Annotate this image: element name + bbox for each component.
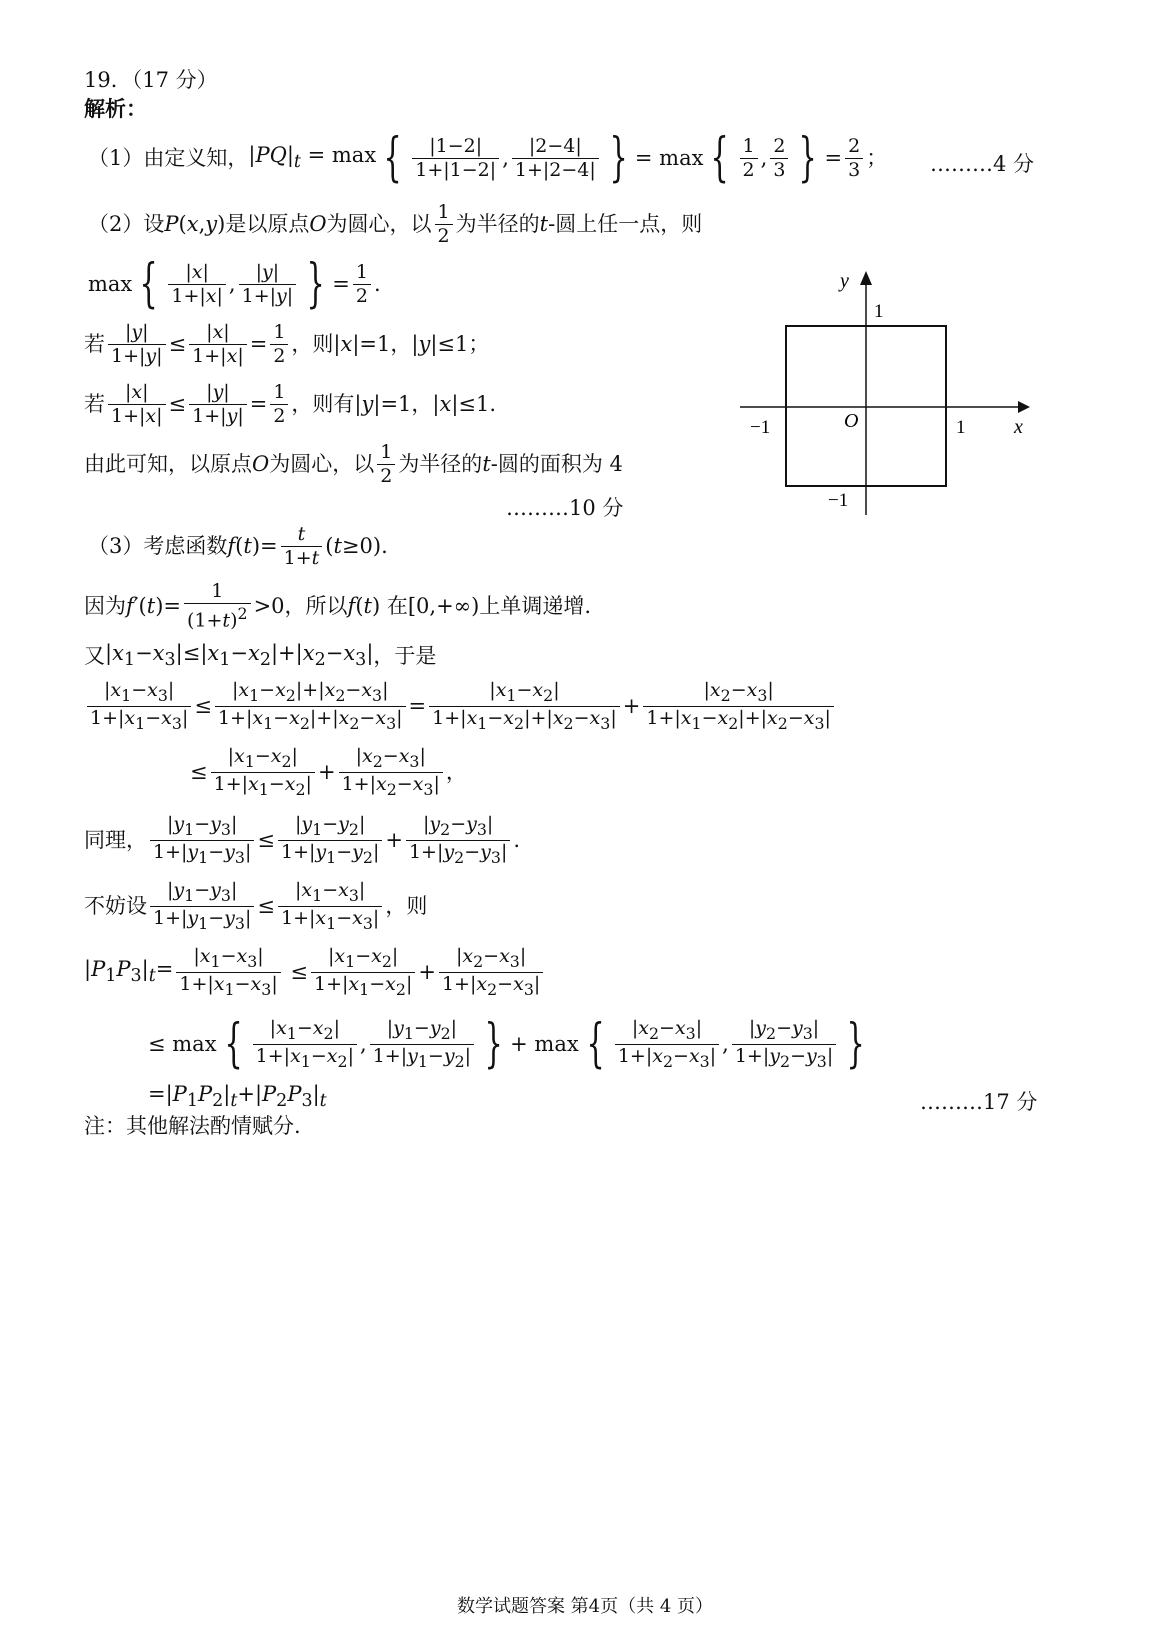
problem-number: 19．（17 分） (84, 68, 218, 92)
tick-neg1-bottom: −1 (828, 490, 849, 511)
part3-triangle-ineq: 又 $|x_1-x_3|\le|x_1-x_2|+|x_2-x_3|$ ，于是 (84, 640, 437, 670)
origin-label: O (844, 410, 859, 432)
part3-final-3: $=|P_1P_2|_t+|P_2P_3|_t$ (148, 1081, 327, 1111)
part2-case2: 若 |x| 1+|x| ≤ |y| 1+|y| = 1 2 ，则有 |y|=1，|x|≤1. (84, 380, 497, 427)
part3-same-y: 同理， $|y_1-y_3|$ $1+|y_1-y_3|$ ≤ $|y_1-y_2|$ $1+|y_1-y_2|$ + $|y_2-y_3|$ $1+|y_2-y_3|$ . (84, 812, 521, 867)
part2-score: ………10 分 (506, 496, 624, 520)
tick-1-top: 1 (874, 301, 884, 322)
part1-score: ………4 分 (930, 152, 1035, 176)
part2-conclusion: 由此可知，以原点 O 为圆心，以 1 2 为半径的 t -圆的面积为 4 (84, 440, 623, 487)
square-figure (740, 265, 1040, 525)
part3-wlog: 不妨设 $|y_1-y_3|$ $1+|y_1-y_3|$ ≤ $|x_1-x_3|$ $1+|x_1-x_3|$ ，则 (84, 878, 428, 933)
part2-intro: （2）设 P (x,y) 是以原点 O 为圆心，以 1 2 为半径的 t -圆上任一点，则 (88, 200, 703, 247)
part3-final-1: $|P_1P_3|_t=$ $\frac{|x_1-x_3|}{1+|x_1-x_3|}$ ≤ $\frac{|x_1-x_2|}{1+|x_1-x_2|}$ + $|x_2-x_3|$ $1+|x_2-x_3|$ (84, 944, 546, 1000)
page-footer: 数学试题答案 第4页（共 4 页） (456, 1596, 714, 1617)
x-label: x (1014, 416, 1023, 438)
part1-formula: （1）由定义知， $|PQ|_t = \max$ { |1−2| 1+|1−2| , |2−4| 1+|2−4| } = max { 1 2 , 2 3 } = $\frac{2}{3}$ ； (88, 128, 888, 188)
part3-derivative: 因为 f′(t)= $\frac{1}{(1+t)^2}$ >0 ，所以 f(t) 在[0,+∞) 上单调递增. (84, 579, 592, 632)
part3-score: ………17 分 (920, 1090, 1038, 1114)
analysis-label: 解析： (84, 96, 147, 121)
part3-chain-2: ≤ $\frac{|x_1-x_2|}{1+|x_1-x_2|}$ + $|x_2-x_3|$ $1+|x_2-x_3|$ ， (190, 744, 467, 799)
y-arrow-icon (860, 271, 872, 285)
part2-case1: 若 |y| 1+|y| ≤ |x| 1+|x| = 1 2 ，则 |x|=1 ， |y|≤1； (84, 320, 490, 367)
x-arrow-icon (1018, 401, 1030, 413)
note: 注：其他解法酌情赋分. (84, 1114, 301, 1138)
part3-final-2: ≤ max { $|x_1-x_2|$ $1+|x_1-x_2|$ , $|y_1-y_2|$ $1+|y_1-y_2|$ } + max { $|x_2-x_3|$ $1+|x_2-x_3|$ , $|y_2-y_3|$ $1+|y_2-y_3|$ } (148, 1014, 865, 1074)
part1-lead: （1）由定义知， (88, 145, 249, 170)
tick-1-right: 1 (956, 417, 966, 438)
part2-max-eq: max { |x| 1+|x| , |y| 1+|y| } = $\frac{1}{2}$ . (88, 254, 381, 314)
y-label: y (840, 270, 849, 292)
part3-chain-1: $|x_1-x_3|$ $1+|x_1-x_3|$ ≤ $|x_1-x_2|+|x_2-x_3|$ $1+|x_1-x_2|+|x_2-x_3|$ = $|x_1-x_2|$ $1+|x_1-x_2|+|x_2-x_3|$ + $|x_2-x_3|$ $1+|x_1-x_2|+|x_2-x_3|$ (84, 678, 837, 734)
part3-function: （3）考虑函数 f(t)= $\frac{t}{1+t}$ (t≥0). (88, 522, 388, 569)
tick-neg1-left: −1 (750, 417, 771, 438)
